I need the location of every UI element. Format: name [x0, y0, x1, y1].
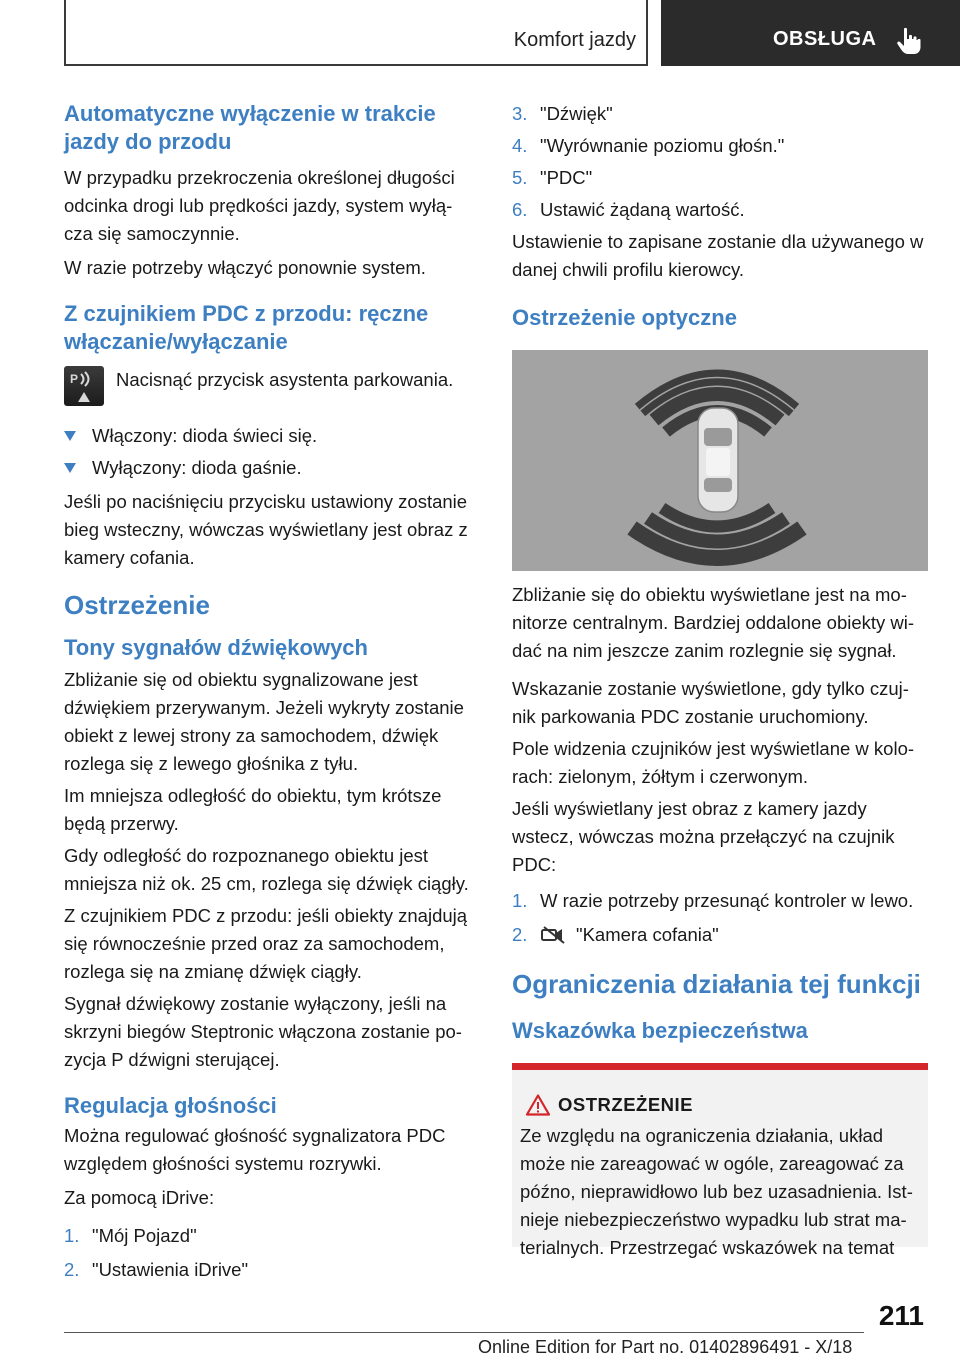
- heading-optical: Ostrzeżenie optyczne: [512, 305, 737, 330]
- warning-triangle-icon: [526, 1094, 550, 1116]
- triangle-bullet-icon: [64, 431, 76, 441]
- header-chapter-label: OBSŁUGA: [773, 28, 877, 50]
- press-button-instruction: [64, 366, 480, 412]
- footer-edition: Online Edition for Part no. 01402896491 - X/18: [478, 1337, 853, 1357]
- svg-text:P: P: [70, 372, 79, 386]
- pdc-sensor-arcs-illustration: [512, 350, 928, 571]
- step-number: 1.: [512, 890, 528, 911]
- step-number: 4.: [512, 135, 528, 156]
- heading-front-pdc: Z czujnikiem PDC z przodu: ręczne włączanie/wyłączanie: [64, 301, 429, 354]
- paragraph-tones-5: Sygnał dźwiękowy zostanie wyłączony, jeśli na skrzyni biegów Steptronic włączona zostanie po-zycja P dźwigni sterującej.: [64, 993, 462, 1070]
- paragraph-idrive: Za pomocą iDrive:: [64, 1187, 215, 1208]
- step-text: "Dźwięk": [540, 103, 613, 124]
- footer-divider: [64, 1332, 864, 1333]
- step-item: [64, 1256, 480, 1284]
- step-text: "Mój Pojazd": [92, 1225, 197, 1246]
- paragraph-press-button: Nacisnąć przycisk asystenta parkowania.: [116, 369, 454, 390]
- heading-limits: Ograniczenia działania tej funkcji: [512, 969, 921, 999]
- step-number: 2.: [512, 924, 528, 945]
- paragraph-optical-1: Zbliżanie się do obiektu wyświetlane jest na mo-nitorze centralnym. Bardziej oddalone obiekty wi-dać na nim jeszcze zanim rozlegnie się sygnał.: [512, 584, 915, 661]
- paragraph-optical-3: Pole widzenia czujników jest wyświetlane w kolo-rach: zielonym, żółtym i czerwonym.: [512, 738, 915, 787]
- rear-camera-icon: [540, 924, 568, 944]
- paragraph-tones-1: Zbliżanie się od obiektu sygnalizowane jest dźwiękiem przerywanym. Jeżeli wykryty zostanie obiekt z lewej strony za samochodem, dźwięk rozlega się z lewego głośnika z tyłu.: [64, 669, 464, 774]
- paragraph-tones-4: Z czujnikiem PDC z przodu: jeśli obiekty znajdują się równocześnie przed oraz za samochodem, rozlega się na zmianę dźwięk ciągły.: [64, 905, 468, 982]
- list-item-off-text: Wyłączony: dioda gaśnie.: [92, 457, 302, 478]
- step-text: "Kamera cofania": [576, 924, 719, 945]
- heading-volume: Regulacja głośności: [64, 1093, 277, 1118]
- step-item: [512, 196, 928, 224]
- step-number: 3.: [512, 103, 528, 124]
- triangle-bullet-icon: [64, 463, 76, 473]
- paragraph-reverse-camera: Jeśli po naciśnięciu przycisku ustawiony zostanie bieg wsteczny, wówczas wyświetlany jest obraz z kamery cofania.: [64, 491, 468, 568]
- step-item: [512, 921, 928, 949]
- step-number: 2.: [64, 1259, 80, 1280]
- left-column: [64, 100, 480, 1284]
- step-item: [512, 164, 928, 192]
- header-section-title: Komfort jazdy: [513, 29, 636, 51]
- header-section-box: [64, 0, 648, 66]
- header-chapter-tab[interactable]: [661, 0, 960, 66]
- pdc-display-figure: [512, 350, 928, 571]
- paragraph-tones-3: Gdy odległość do rozpoznanego obiektu jest mniejsza niż ok. 25 cm, rozlega się dźwięk ciągły.: [64, 845, 469, 894]
- paragraph-tones-2: Im mniejsza odległość do obiektu, tym krótsze będą przerwy.: [64, 785, 442, 834]
- heading-safety: Wskazówka bezpieczeństwa: [512, 1018, 808, 1043]
- step-number: 1.: [64, 1225, 80, 1246]
- step-text: "Wyrównanie poziomu głośn.": [540, 135, 785, 156]
- warning-title-text: OSTRZEŻENIE: [558, 1094, 694, 1115]
- right-column: [512, 100, 928, 1258]
- warning-text: Ze względu na ograniczenia działania, układ może nie zareagować w ogóle, zareagować za późno, nieprawidłowo lub bez uzasadnienia. Ist-nieje niebezpieczeństwo wypadku lub strat ma-terialnych. Przestrzegać wskazówek na temat: [520, 1125, 913, 1258]
- rear-sensor-arcs: [632, 508, 802, 558]
- heading-auto-off: Automatyczne wyłączenie w trakcie jazdy do przodu: [64, 101, 436, 154]
- step-number: 6.: [512, 199, 528, 220]
- step-text: W razie potrzeby przesunąć kontroler w lewo.: [540, 890, 914, 911]
- paragraph-auto-off-2: W razie potrzeby włączyć ponownie system.: [64, 257, 426, 278]
- paragraph-saved: Ustawienie to zapisane zostanie dla używanego w danej chwili profilu kierowcy.: [512, 231, 924, 280]
- warning-title: [520, 1092, 920, 1118]
- parking-sensor-icon: [64, 366, 104, 406]
- paragraph-auto-off-1: W przypadku przekroczenia określonej długości odcinka drogi lub prędkości jazdy, system wyłą-cza się samoczynnie.: [64, 167, 455, 244]
- hand-pointer-icon: [896, 27, 922, 55]
- step-text: Ustawić żądaną wartość.: [540, 199, 745, 220]
- paragraph-optical-2: Wskazanie zostanie wyświetlone, gdy tylko czuj-nik parkowania PDC zostanie uruchomiony.: [512, 678, 909, 727]
- list-item-on: [64, 422, 480, 450]
- heading-warning: Ostrzeżenie: [64, 590, 210, 620]
- step-number: 5.: [512, 167, 528, 188]
- parking-assistant-button-icon: [64, 366, 104, 406]
- step-item: [512, 887, 928, 915]
- step-item: [64, 1222, 480, 1250]
- step-text: "Ustawienia iDrive": [92, 1259, 249, 1280]
- warning-box: [512, 1063, 928, 1258]
- step-item: [512, 100, 928, 128]
- heading-tones: Tony sygnałów dźwiękowych: [64, 635, 368, 660]
- paragraph-optical-4: Jeśli wyświetlany jest obraz z kamery jazdy wstecz, wówczas można przełączyć na czujnik PDC:: [512, 798, 895, 875]
- list-item-on-text: Włączony: dioda świeci się.: [92, 425, 318, 446]
- step-item: [512, 132, 928, 160]
- list-item-off: [64, 454, 480, 482]
- paragraph-volume: Można regulować głośność sygnalizatora PDC względem głośności systemu rozrywki.: [64, 1125, 446, 1174]
- car-top-view: [698, 408, 738, 512]
- page-number: 211: [878, 1300, 924, 1331]
- step-text: "PDC": [540, 167, 593, 188]
